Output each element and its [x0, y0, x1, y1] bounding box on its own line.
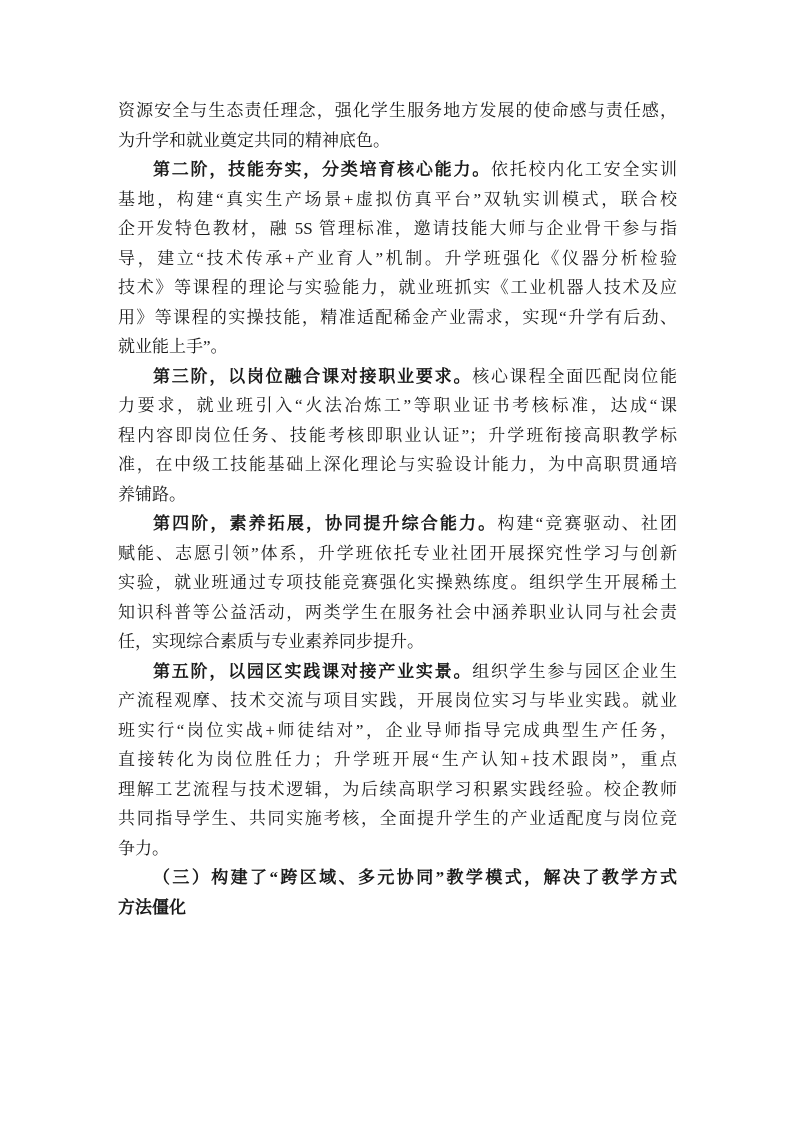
text-run: 核心课程全面匹配岗位能 [472, 366, 678, 386]
text-line [118, 804, 677, 834]
text-run: 争力。 [118, 838, 169, 858]
text-run: 共同指导学生、共同实施考核，全面提升学生的产业适配度与岗位竞 [118, 809, 677, 828]
text-line [118, 539, 677, 569]
text-line [118, 657, 677, 687]
text-run: 任，实现综合素质与专业素养同步提升。 [118, 632, 424, 651]
text-line [118, 745, 677, 775]
text-line [118, 126, 677, 156]
text-line [118, 332, 677, 362]
text-line [118, 627, 677, 657]
text-line [118, 598, 677, 628]
bold-run: 方法僵化 [118, 897, 186, 917]
text-run: 就业能上手”。 [118, 337, 228, 356]
text-run: 养铺路。 [118, 484, 186, 504]
text-line [118, 480, 677, 510]
text-run: 企开发特色教材，融 5S 管理标准，邀请技能大师与企业骨干参与指 [118, 219, 677, 238]
text-run: 资源安全与生态责任理念，强化学生服务地方发展的使命感与责任感， [118, 101, 677, 120]
text-line [118, 244, 677, 274]
text-line [118, 686, 677, 716]
text-line [118, 303, 677, 333]
text-run: 用》等课程的实操技能，精准适配稀金产业需求，实现“升学有后劲、 [118, 307, 677, 327]
text-line [118, 568, 677, 598]
text-line [118, 893, 677, 923]
text-run: 组织学生参与园区企业生 [472, 661, 678, 681]
text-line [118, 716, 677, 746]
bold-run: 第五阶，以园区实践课对接产业实景。 [153, 661, 473, 681]
text-line [118, 450, 677, 480]
text-line [118, 185, 677, 215]
text-line [118, 362, 677, 392]
text-run: 依托校内化工安全实训 [491, 160, 677, 179]
text-run: 实验，就业班通过专项技能竞赛强化实操熟练度。组织学生开展稀土 [118, 573, 677, 592]
text-run: 程内容即岗位任务、技能考核即职业认证”；升学班衔接高职教学标 [118, 425, 677, 445]
bold-run: 第三阶，以岗位融合课对接职业要求。 [153, 366, 473, 386]
bold-run: 第四阶，素养拓展，协同提升综合能力。 [153, 514, 498, 533]
text-line [118, 391, 677, 421]
text-line [118, 155, 677, 185]
bold-run: 第二阶，技能夯实，分类培育核心能力。 [153, 160, 491, 179]
text-run: 赋能、志愿引领”体系，升学班依托专业社团开展探究性学习与创新 [118, 543, 677, 563]
text-run: 为升学和就业奠定共同的精神底色。 [118, 130, 390, 150]
text-line [118, 509, 677, 539]
text-run: 直接转化为岗位胜任力；升学班开展“生产认知+技术跟岗”，重点 [118, 750, 677, 769]
text-line [118, 775, 677, 805]
text-run: 理解工艺流程与技术逻辑，为后续高职学习积累实践经验。校企教师 [118, 779, 677, 799]
page-body-text [118, 96, 677, 922]
text-line [118, 214, 677, 244]
text-run: 产流程观摩、技术交流与项目实践，开展岗位实习与毕业实践。就业 [118, 691, 677, 710]
text-line [118, 96, 677, 126]
text-line [118, 834, 677, 864]
text-run: 力要求，就业班引入“火法冶炼工”等职业证书考核标准，达成“课 [118, 396, 677, 415]
text-run: 导，建立“技术传承+产业育人”机制。升学班强化《仪器分析检验 [118, 248, 677, 268]
text-run: 基地，构建“真实生产场景+虚拟仿真平台”双轨实训模式，联合校 [118, 189, 677, 209]
text-run: 构建“竞赛驱动、社团 [497, 514, 678, 533]
text-line [118, 273, 677, 303]
bold-run: （三）构建了“跨区域、多元协同”教学模式，解决了教学方式 [153, 868, 677, 887]
text-run: 班实行“岗位实战+师徒结对”，企业导师指导完成典型生产任务， [118, 720, 677, 740]
text-run: 准，在中级工技能基础上深化理论与实验设计能力，为中高职贯通培 [118, 455, 677, 474]
text-line [118, 421, 677, 451]
text-run: 技术》等课程的理论与实验能力，就业班抓实《工业机器人技术及应 [118, 278, 677, 297]
text-line [118, 863, 677, 893]
text-run: 知识科普等公益活动，两类学生在服务社会中涵养职业认同与社会责 [118, 602, 677, 622]
